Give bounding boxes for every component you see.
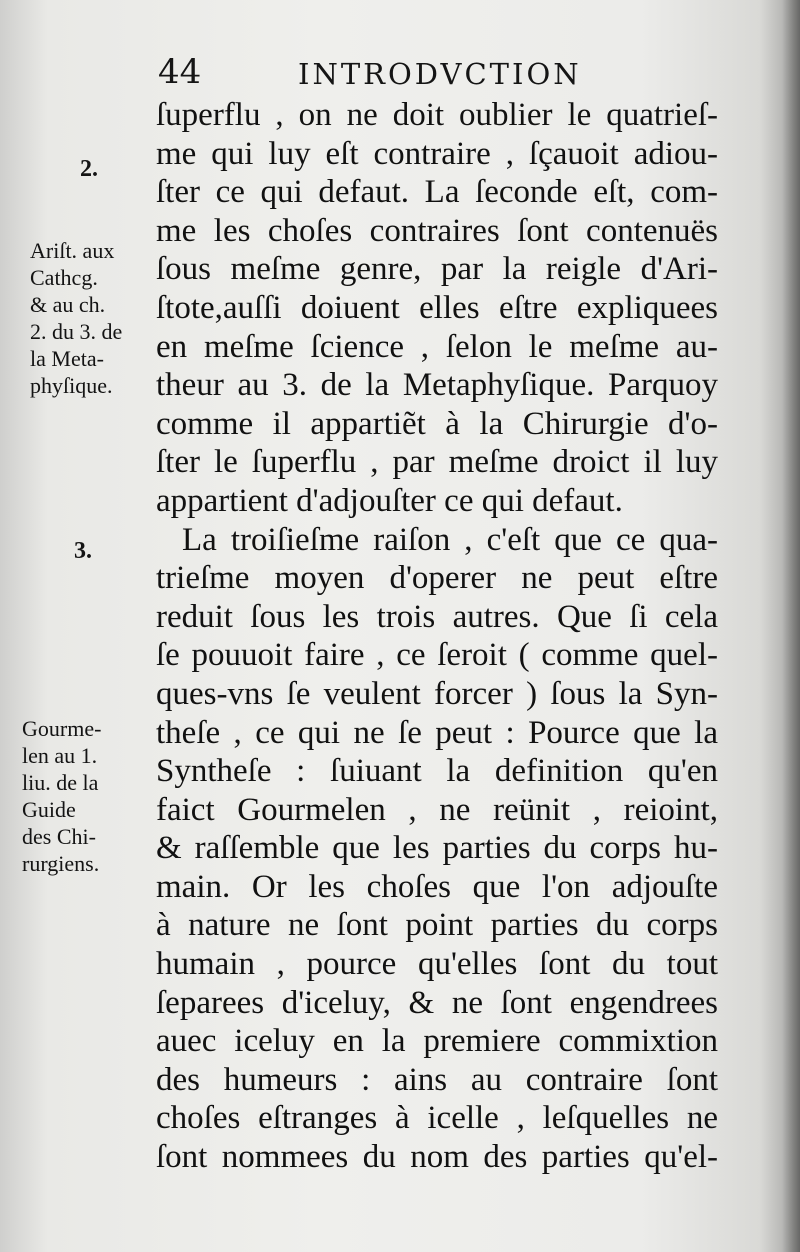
margin-note-line: des Chi- <box>22 824 96 849</box>
margin-note-gourmelen <box>22 716 101 878</box>
margin-note-line: Gourme- <box>22 716 102 741</box>
text-line: ſous meſme genre, par la reigle d'Ari- <box>156 251 718 288</box>
margin-note-line: Cathcg. <box>30 265 98 290</box>
text-line: ſter le ſuperflu , par meſme droict il luy <box>156 444 718 481</box>
text-line: à nature ne ſont point parties du corps <box>156 907 718 944</box>
text-line: faict Gourmelen , ne reünit , reioint, <box>156 791 718 828</box>
text-line: theſe , ce qui ne ſe peut : Pource que la <box>156 714 718 751</box>
margin-note-line: & au ch. <box>30 292 106 317</box>
text-line: humain , pource qu'elles ſont du tout <box>156 946 718 983</box>
text-line: ſeparees d'iceluy, & ne ſont engendrees <box>156 984 718 1021</box>
text-line: & raſſemble que les parties du corps hu- <box>156 830 718 867</box>
text-line: ſe pouuoit faire , ce ſeroit ( comme quel- <box>156 637 718 674</box>
text-line: comme il appartiẽt à la Chirurgie d'o- <box>156 405 718 442</box>
margin-note-line: len au 1. <box>22 743 98 768</box>
margin-note-line: liu. de la <box>22 770 99 795</box>
text-line: reduit ſous les trois autres. Que ſi cela <box>156 598 718 635</box>
text-line: La troiſieſme raiſon , c'eſt que ce qua- <box>182 521 718 558</box>
text-line: me qui luy eſt contraire , ſçauoit adiou- <box>156 135 718 172</box>
running-title: INTRODVCTION <box>298 57 582 91</box>
text-line: theur au 3. de la Metaphyſique. Parquoy <box>156 367 718 404</box>
text-line: Syntheſe : ſuiuant la definition qu'en <box>156 753 718 790</box>
text-line: ſter ce qui defaut. La ſeconde eſt, com- <box>156 174 718 211</box>
text-line: appartient d'adjouſter ce qui defaut. <box>156 482 623 519</box>
text-line: auec iceluy en la premiere commixtion <box>156 1023 718 1060</box>
text-line: ſuperflu , on ne doit oublier le quatrieſ- <box>156 97 718 133</box>
margin-note-line: 2. du 3. de <box>30 319 123 344</box>
text-line: en meſme ſcience , ſelon le meſme au- <box>156 328 718 365</box>
text-line: choſes eſtranges à icelle , leſquelles ne <box>156 1100 718 1137</box>
margin-marker-3: 3. <box>74 538 92 564</box>
text-line: main. Or les choſes que l'on adjouſte <box>156 868 718 905</box>
margin-note-line: la Meta- <box>30 346 104 371</box>
text-line: ques-vns ſe veulent forcer ) ſous la Syn- <box>156 675 718 712</box>
text-line: ſont nommees du nom des parties qu'el- <box>156 1139 718 1176</box>
margin-note-line: Ariſt. aux <box>30 238 115 263</box>
margin-note-line: Guide <box>22 797 76 822</box>
margin-note-line: rurgiens. <box>22 851 100 876</box>
body-text <box>156 96 718 1177</box>
page-number: 44 <box>158 52 202 92</box>
text-line: ſtote,auſſi doiuent elles eſtre expliquees <box>156 289 718 326</box>
text-line: trieſme moyen d'operer ne peut eſtre <box>156 560 718 597</box>
page-header <box>158 52 718 92</box>
margin-note-aristotle <box>30 238 122 400</box>
text-line: des humeurs : ains au contraire ſont <box>156 1061 718 1098</box>
margin-note-line: phyſique. <box>30 373 113 398</box>
margin-marker-2: 2. <box>80 156 98 182</box>
text-line: me les choſes contraires ſont contenuës <box>156 212 718 249</box>
